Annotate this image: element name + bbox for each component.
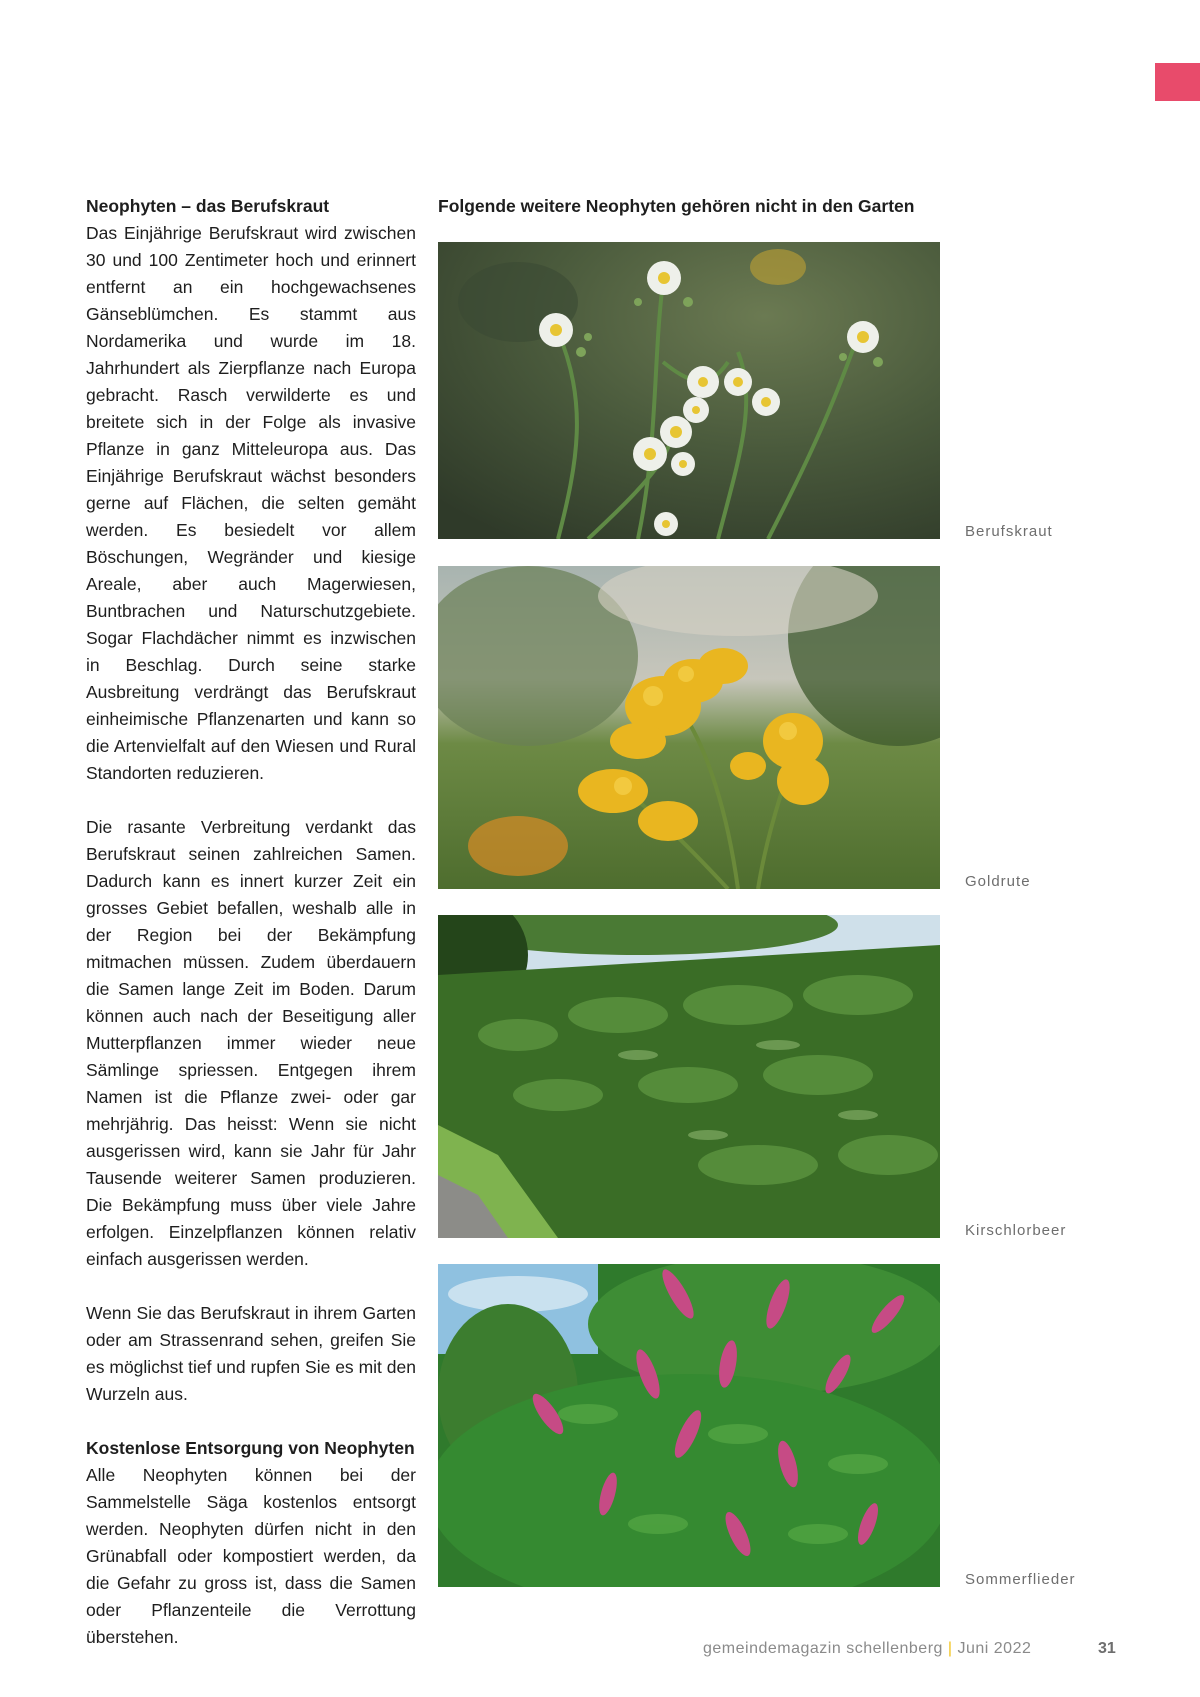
caption-kirschlorbeer: Kirschlorbeer bbox=[965, 1222, 1067, 1239]
heading-berufskraut: Neophyten – das Berufskraut bbox=[86, 196, 330, 216]
paragraph-disposal: Alle Neophyten können bei der Sammelstelle Säga kostenlos entsorgt werden. Neophyten dürfen nicht in den Grünabfall oder kompostiert werden, da die Gefahr zu gross ist, dass die Samen oder Pflanzenteile die Verrottung überstehen. bbox=[86, 1465, 416, 1647]
photo-berufskraut bbox=[438, 242, 940, 539]
caption-sommerflieder: Sommerflieder bbox=[965, 1571, 1076, 1588]
heading-disposal: Kostenlose Entsorgung von Neophyten bbox=[86, 1438, 415, 1458]
paragraph-advice: Wenn Sie das Berufskraut in ihrem Garten oder am Strassenrand sehen, greifen Sie es möglichst tief und rupfen Sie es mit den Wurzeln aus. bbox=[86, 1303, 416, 1404]
page-number: 31 bbox=[1098, 1640, 1116, 1657]
photo-sommerflieder bbox=[438, 1264, 940, 1587]
paragraph-intro: Das Einjährige Berufskraut wird zwischen 30 und 100 Zentimeter hoch und erinnert entfernt an ein hochgewachsenes Gänseblümchen. Es stammt aus Nordamerika und wurde im 18. Jahrhundert als Zierpflanze nach Europa gebracht. Rasch verwilderte es und breitete sich in der Folge als invasive Pflanze in ganz Mitteleuropa aus. Das Einjährige Berufskraut wächst besonders gerne auf Flächen, die selten gemäht werden. Es besiedelt vor allem Böschungen, Wegränder und kiesige Areale, aber auch Magerwiesen, Buntbrachen und Naturschutzgebiete. Sogar Flachdächer nimmt es inzwischen in Beschlag. Durch seine starke Ausbreitung verdrängt das Berufskraut einheimische Pflanzenarten und kann so die Artenvielfalt auf den Wiesen und Rural Standorten reduzieren. bbox=[86, 223, 416, 783]
footer-magazine: gemeindemagazin schellenberg bbox=[703, 1640, 943, 1657]
footer-separator: | bbox=[947, 1640, 953, 1657]
caption-berufskraut: Berufskraut bbox=[965, 523, 1053, 540]
article-column bbox=[86, 193, 416, 1651]
photo-kirschlorbeer bbox=[438, 915, 940, 1238]
footer-date: Juni 2022 bbox=[957, 1640, 1032, 1657]
footer-line bbox=[703, 1640, 1031, 1658]
photo-goldrute bbox=[438, 566, 940, 889]
caption-goldrute: Goldrute bbox=[965, 873, 1031, 890]
gallery-title: Folgende weitere Neophyten gehören nicht in den Garten bbox=[438, 196, 915, 216]
paragraph-spread: Die rasante Verbreitung verdankt das Berufskraut seinen zahlreichen Samen. Dadurch kann es innert kurzer Zeit ein grosses Gebiet befallen, weshalb alle in der Region bei der Bekämpfung mitmachen müssen. Zudem überdauern die Samen lange Zeit im Boden. Darum können auch nach der Beseitigung aller Mutterpflanzen immer wieder neue Sämlinge spriessen. Entgegen ihrem Namen ist die Pflanze zwei- oder gar mehrjährig. Das heisst: Wenn sie nicht ausgerissen wird, kann sie Jahr für Jahr Tausende weiterer Samen produzieren. Die Bekämpfung muss über viele Jahre erfolgen. Einzelpflanzen können relativ einfach ausgerissen werden. bbox=[86, 817, 416, 1269]
section-tab-marker bbox=[1155, 63, 1200, 101]
